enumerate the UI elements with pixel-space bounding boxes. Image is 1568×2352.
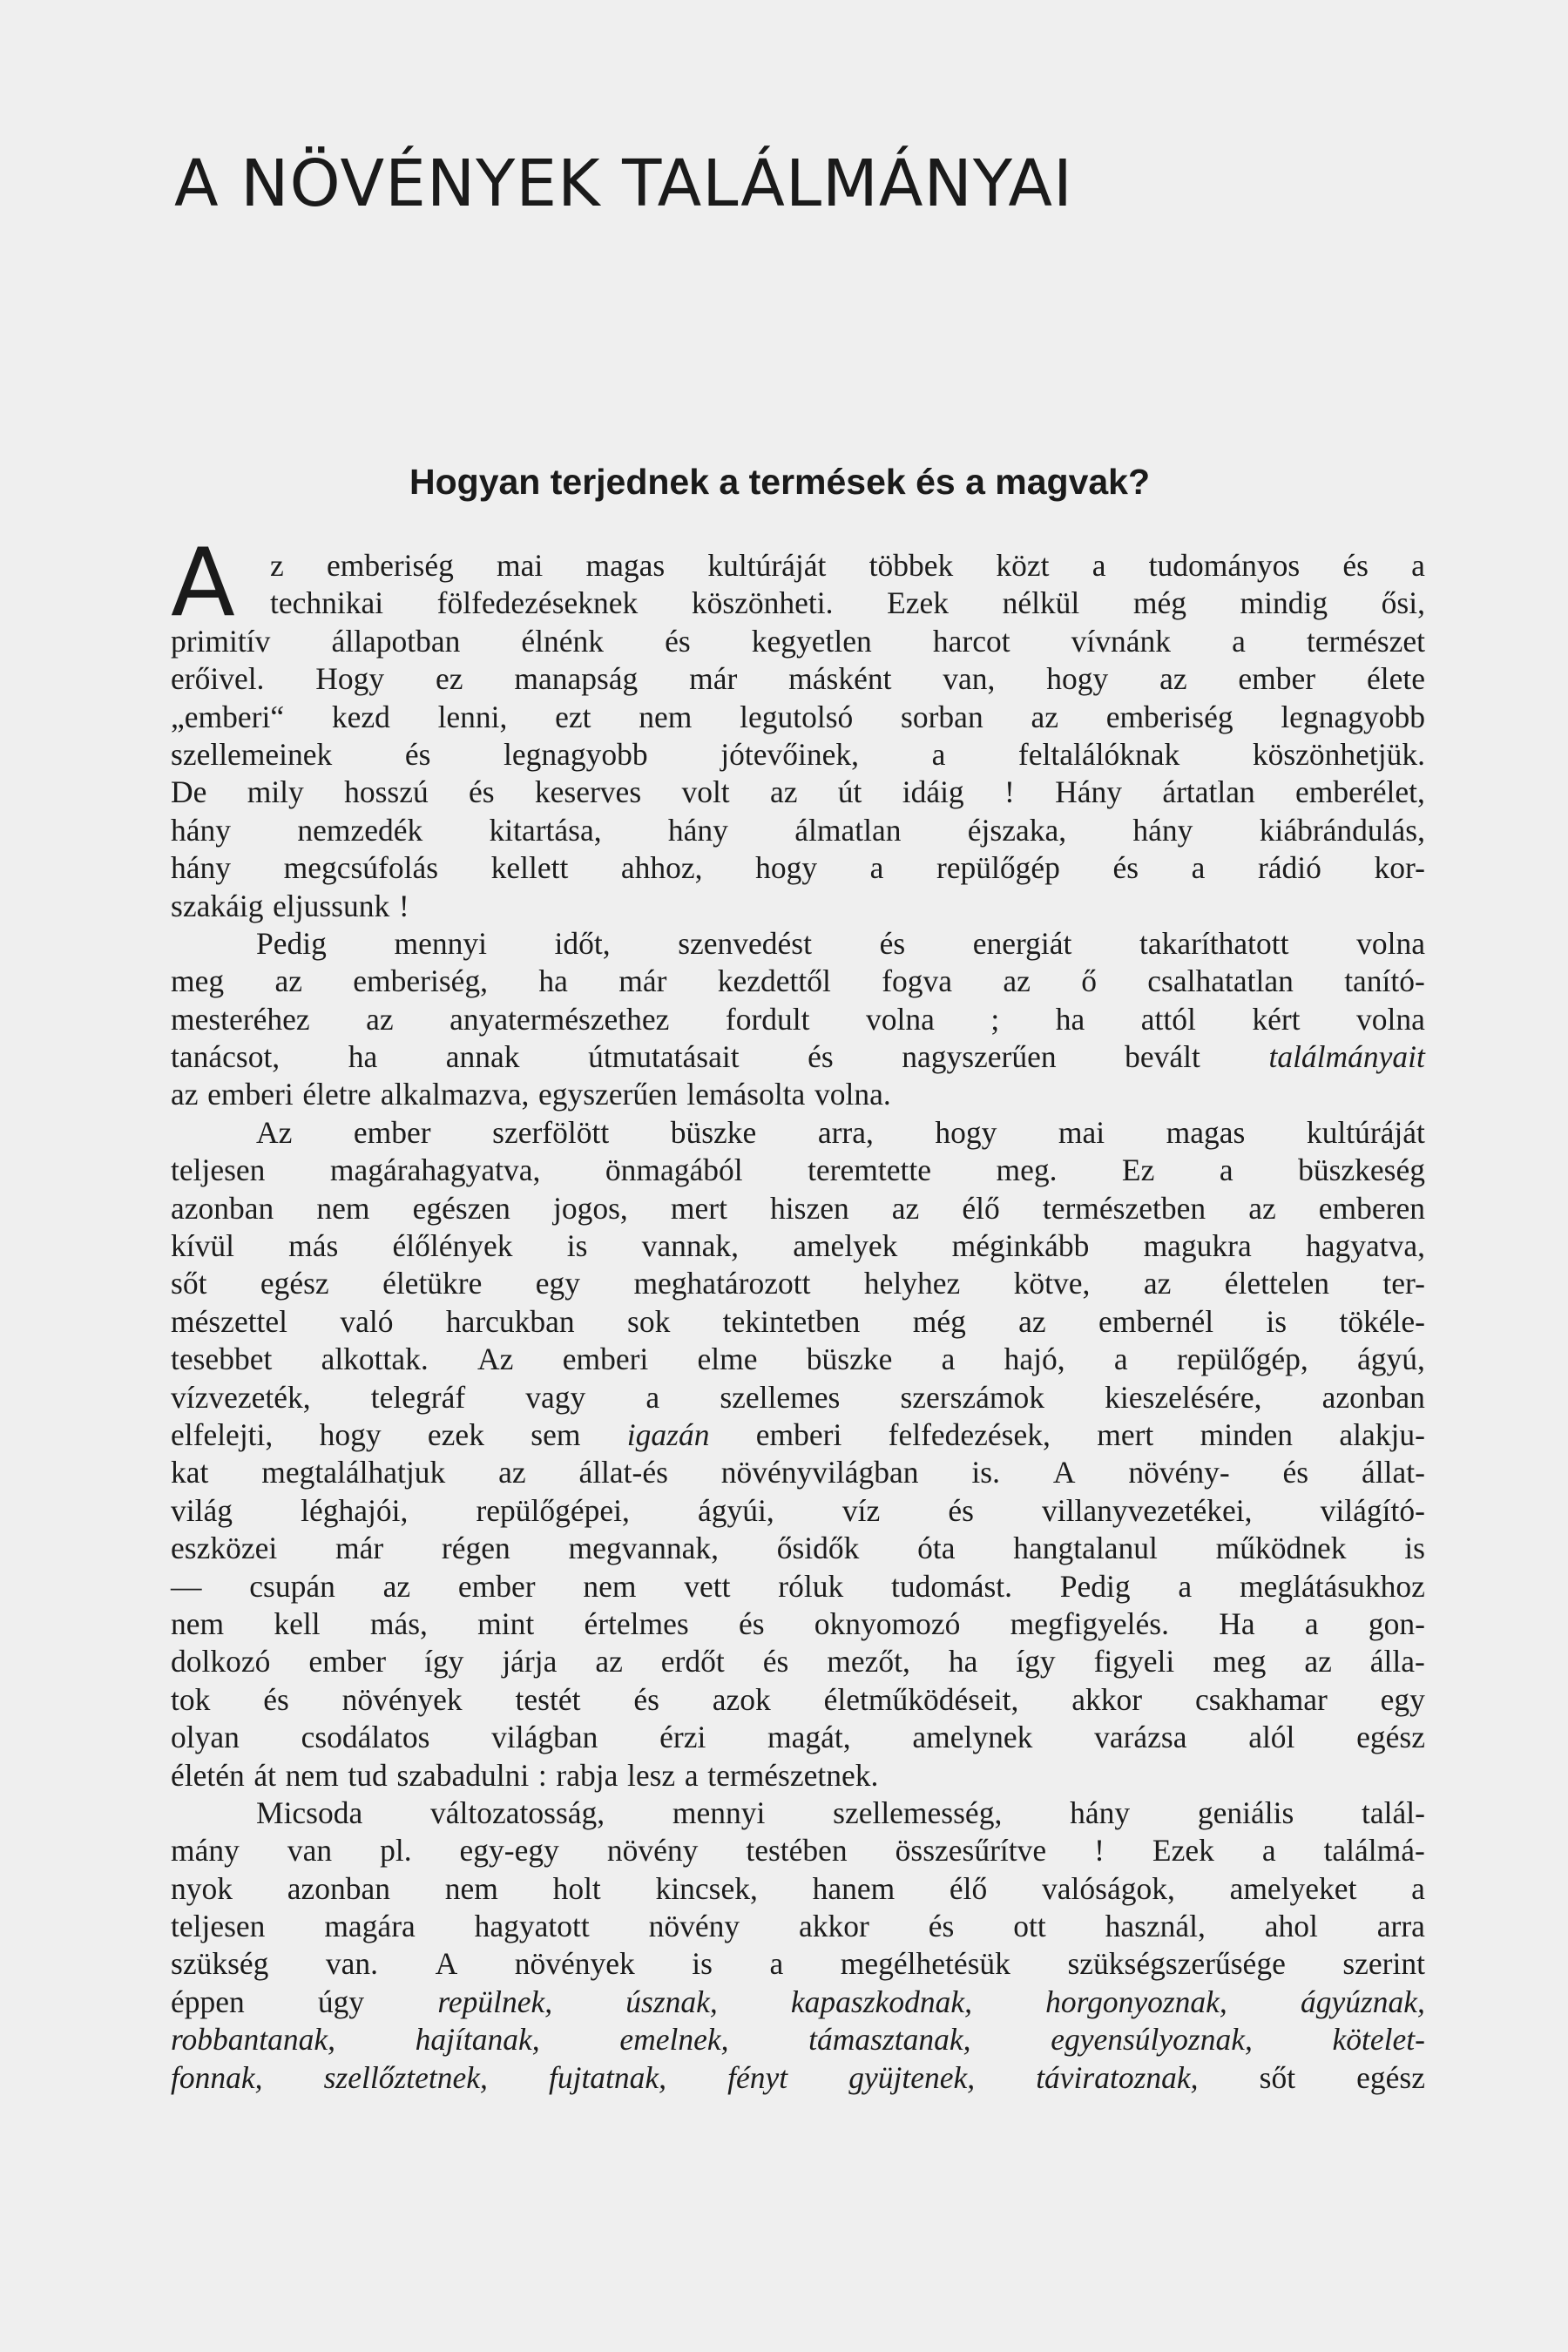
text-line: elfelejti, hogy ezek sem igazán emberi felfedezések, mert minden alakju- [171, 1416, 1425, 1452]
text-line: azonban nem egészen jogos, mert hiszen az élő természetben az emberen [171, 1190, 1425, 1226]
text-line: szellemeinek és legnagyobb jótevőinek, a feltalálóknak köszönhetjük. [171, 736, 1425, 772]
text-line: szakáig eljussunk ! [171, 888, 409, 923]
body-text [171, 529, 1425, 2097]
text-line: Az ember szerfölött büszke arra, hogy mai magas kultúráját [256, 1114, 1425, 1150]
text-line: mészettel való harcukban sok tekintetben még az embernél is tökéle- [171, 1303, 1425, 1339]
text-line: nem kell más, mint értelmes és oknyomozó megfigyelés. Ha a gon- [171, 1605, 1425, 1641]
text-line: éppen úgy repülnek, úsznak, kapaszkodnak, horgonyoznak, ágyúznak, [171, 1984, 1425, 2019]
text-line: Pedig mennyi időt, szenvedést és energiát takaríthatott volna [256, 925, 1425, 961]
text-line: szükség van. A növények is a megélhetésük szükségszerűsége szerint [171, 1946, 1425, 1982]
text-line: kat megtalálhatjuk az állat-és növényvilágban is. A növény- és állat- [171, 1455, 1425, 1490]
text-line: technikai fölfedezéseknek köszönheti. Ezek nélkül még mindig ősi, [270, 585, 1425, 621]
text-line: tesebbet alkottak. Az emberi elme büszke a hajó, a repülőgép, ágyú, [171, 1342, 1425, 1377]
text-line: sőt egész életükre egy meghatározott helyhez kötve, az élettelen ter- [171, 1266, 1425, 1301]
text-line: világ léghajói, repülőgépei, ágyúi, víz és villanyvezetékei, világító- [171, 1492, 1425, 1528]
text-line: tanácsot, ha annak útmutatásait és nagyszerűen bevált találmányait [171, 1039, 1425, 1075]
text-line: meg az emberiség, ha már kezdettől fogva az ő csalhatatlan tanító- [171, 963, 1425, 999]
text-line: eszközei már régen megvannak, ősidők óta hangtalanul működnek is [171, 1531, 1425, 1566]
text-line: az emberi életre alkalmazva, egyszerűen lemásolta volna. [171, 1077, 891, 1112]
drop-cap: A [171, 529, 235, 638]
text-line: — csupán az ember nem vett róluk tudomást. Pedig a meglátásukhoz [171, 1568, 1425, 1604]
text-line: tok és növények testét és azok életműködéseit, akkor csakhamar egy [171, 1681, 1425, 1717]
text-line: hány megcsúfolás kellett ahhoz, hogy a repülőgép és a rádió kor- [171, 850, 1425, 886]
text-line: primitív állapotban élnénk és kegyetlen harcot vívnánk a természet [171, 623, 1425, 659]
chapter-title: Hogyan terjednek a termések és a magvak? [409, 462, 1151, 502]
text-line: z emberiség mai magas kultúráját többek közt a tudományos és a [270, 548, 1425, 583]
text-line: nyok azonban nem holt kincsek, hanem élő valóságok, amelyeket a [171, 1870, 1425, 1906]
text-line: hány nemzedék kitartása, hány álmatlan éjszaka, hány kiábrándulás, [171, 812, 1425, 848]
text-line: teljesen magárahagyatva, önmagából teremtette meg. Ez a büszkeség [171, 1152, 1425, 1188]
text-line: olyan csodálatos világban érzi magát, amelynek varázsa alól egész [171, 1720, 1425, 1755]
text-line: mesteréhez az anyatermészethez fordult volna ; ha attól kért volna [171, 1001, 1425, 1037]
text-line: vízvezeték, telegráf vagy a szellemes szerszámok kieszelésére, azonban [171, 1379, 1425, 1415]
text-line: erőivel. Hogy ez manapság már másként van, hogy az ember élete [171, 661, 1425, 697]
text-line: mány van pl. egy-egy növény testében összesűrítve ! Ezek a találmá- [171, 1833, 1425, 1869]
text-line: teljesen magára hagyatott növény akkor és ott használ, ahol arra [171, 1909, 1425, 1944]
book-title: A NÖVÉNYEK TALÁLMÁNYAI [174, 146, 1073, 221]
text-line: robbantanak, hajítanak, emelnek, támasztanak, egyensúlyoznak, kötelet- [171, 2022, 1425, 2058]
text-line: fonnak, szellőztetnek, fujtatnak, fényt gyüjtenek, táviratoznak, sőt egész [171, 2059, 1425, 2095]
text-line: kívül más élőlények is vannak, amelyek méginkább magukra hagyatva, [171, 1228, 1425, 1264]
text-line: De mily hosszú és keserves volt az út idáig ! Hány ártatlan emberélet, [171, 774, 1425, 810]
text-line: „emberi“ kezd lenni, ezt nem legutolsó sorban az emberiség legnagyobb [171, 699, 1425, 734]
text-line: Micsoda változatosság, mennyi szellemesség, hány geniális talál- [256, 1794, 1425, 1830]
text-line: dolkozó ember így járja az erdőt és mezőt, ha így figyeli meg az álla- [171, 1644, 1425, 1680]
text-line: életén át nem tud szabadulni : rabja lesz a természetnek. [171, 1757, 879, 1793]
